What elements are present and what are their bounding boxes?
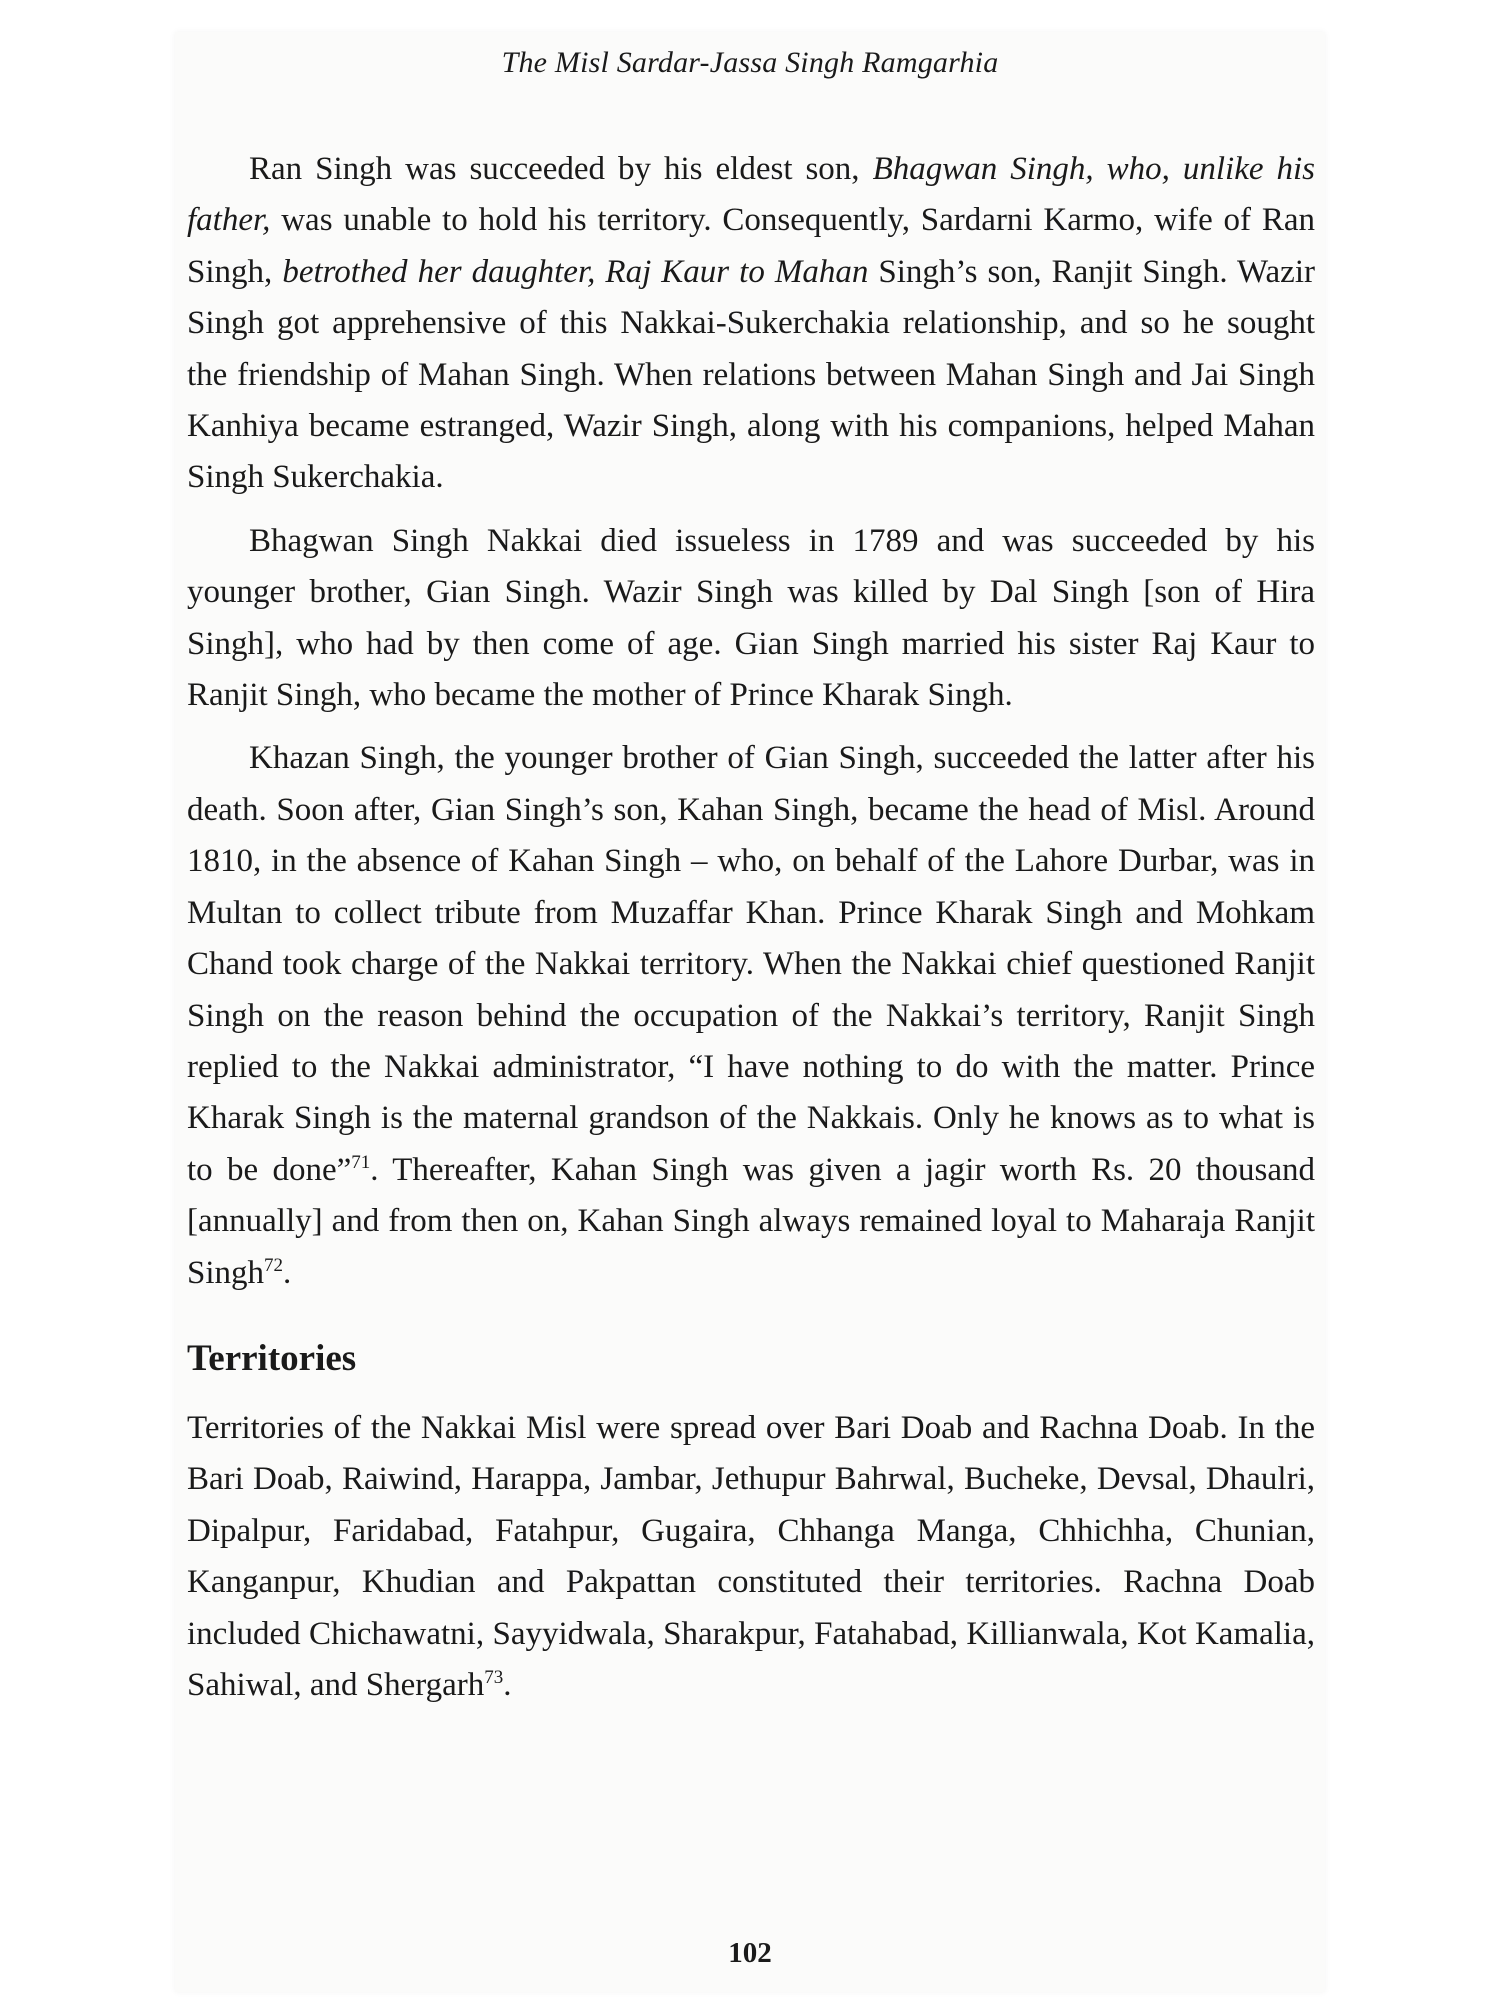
running-head: The Misl Sardar-Jassa Singh Ramgarhia (501, 46, 999, 79)
paragraph-3-text-a: Khazan Singh, the younger brother of Gian Singh, succeeded the latter after his death. Soon after, Gian Singh’s son, Kahan Singh, became the head of Misl. Around 1810, in the absence of Kahan Singh – who, on behalf of the Lahore Durbar, was in Multan to collect tribute from Muzaffar Khan. Prince Kharak Singh and Mohkam Chand took charge of the Nakkai territory. When the Nakkai chief questioned Ranjit Singh on the reason behind the occupation of the Nakkai’s territory, Ranjit Singh replied to the Nakkai administrator, “I have nothing to do with the matter. Prince Kharak Singh is the maternal grandson of the Nakkais. Only he knows as to what is to be done” (187, 740, 1315, 1188)
page-number: 102 (728, 1937, 772, 1969)
book-page (175, 32, 1325, 1992)
paragraph-4-text-a: Territories of the Nakkai Misl were spread over Bari Doab and Rachna Doab. In the Bari Doab, Raiwind, Harappa, Jambar, Jethupur Bahrwal, Bucheke, Devsal, Dhaulri, Dipalpur, Faridabad, Fatahpur, Gugaira, Chhanga Manga, Chhichha, Chunian, Kanganpur, Khudian and Pakpattan constituted their territories. Rachna Doab included Chichawatni, Sayyidwala, Sharakpur, Fatahabad, Killianwala, Kot Kamalia, Sahiwal, and Shergarh (187, 1409, 1315, 1703)
paragraph-1-italic-a: Bhagwan Singh, who, unlike his father, (187, 151, 1315, 239)
footnote-ref-71[interactable]: 71 (351, 1151, 371, 1173)
paragraph-3-text-c: . (283, 1254, 292, 1291)
paragraph-4-text-b: . (503, 1666, 512, 1703)
paragraph-3 (187, 733, 1315, 1298)
paragraph-1 (187, 144, 1315, 504)
footnote-ref-72[interactable]: 72 (264, 1254, 284, 1276)
paragraph-1-text-b: was unable to hold his territory. Consequently, Sardarni Karmo, wife of Ran Singh, (187, 202, 1315, 290)
body-text (187, 144, 1315, 1723)
paragraph-1-text-a: Ran Singh was succeeded by his eldest son, (249, 151, 873, 187)
footnote-ref-73[interactable]: 73 (484, 1666, 504, 1688)
paragraph-4 (187, 1403, 1315, 1711)
paragraph-3-text-b: . Thereafter, Kahan Singh was given a jagir worth Rs. 20 thousand [annually] and from then on, Kahan Singh always remained loyal to Maharaja Ranjit Singh (187, 1151, 1315, 1291)
paragraph-1-italic-b: betrothed her daughter, Raj Kaur to Mahan (282, 253, 869, 290)
section-heading-territories: Territories (187, 1337, 357, 1379)
paragraph-1-text-c: Singh’s son, Ranjit Singh. Wazir Singh got apprehensive of this Nakkai-Sukerchakia relationship, and so he sought the friendship of Mahan Singh. When relations between Mahan Singh and Jai Singh Kanhiya became estranged, Wazir Singh, along with his companions, helped Mahan Singh Sukerchakia. (187, 253, 1315, 496)
paragraph-2: Bhagwan Singh Nakkai died issueless in 1789 and was succeeded by his younger brother, Gian Singh. Wazir Singh was killed by Dal Singh [son of Hira Singh], who had by then come of age. Gian Singh married his sister Raj Kaur to Ranjit Singh, who became the mother of Prince Kharak Singh. (187, 522, 1315, 714)
